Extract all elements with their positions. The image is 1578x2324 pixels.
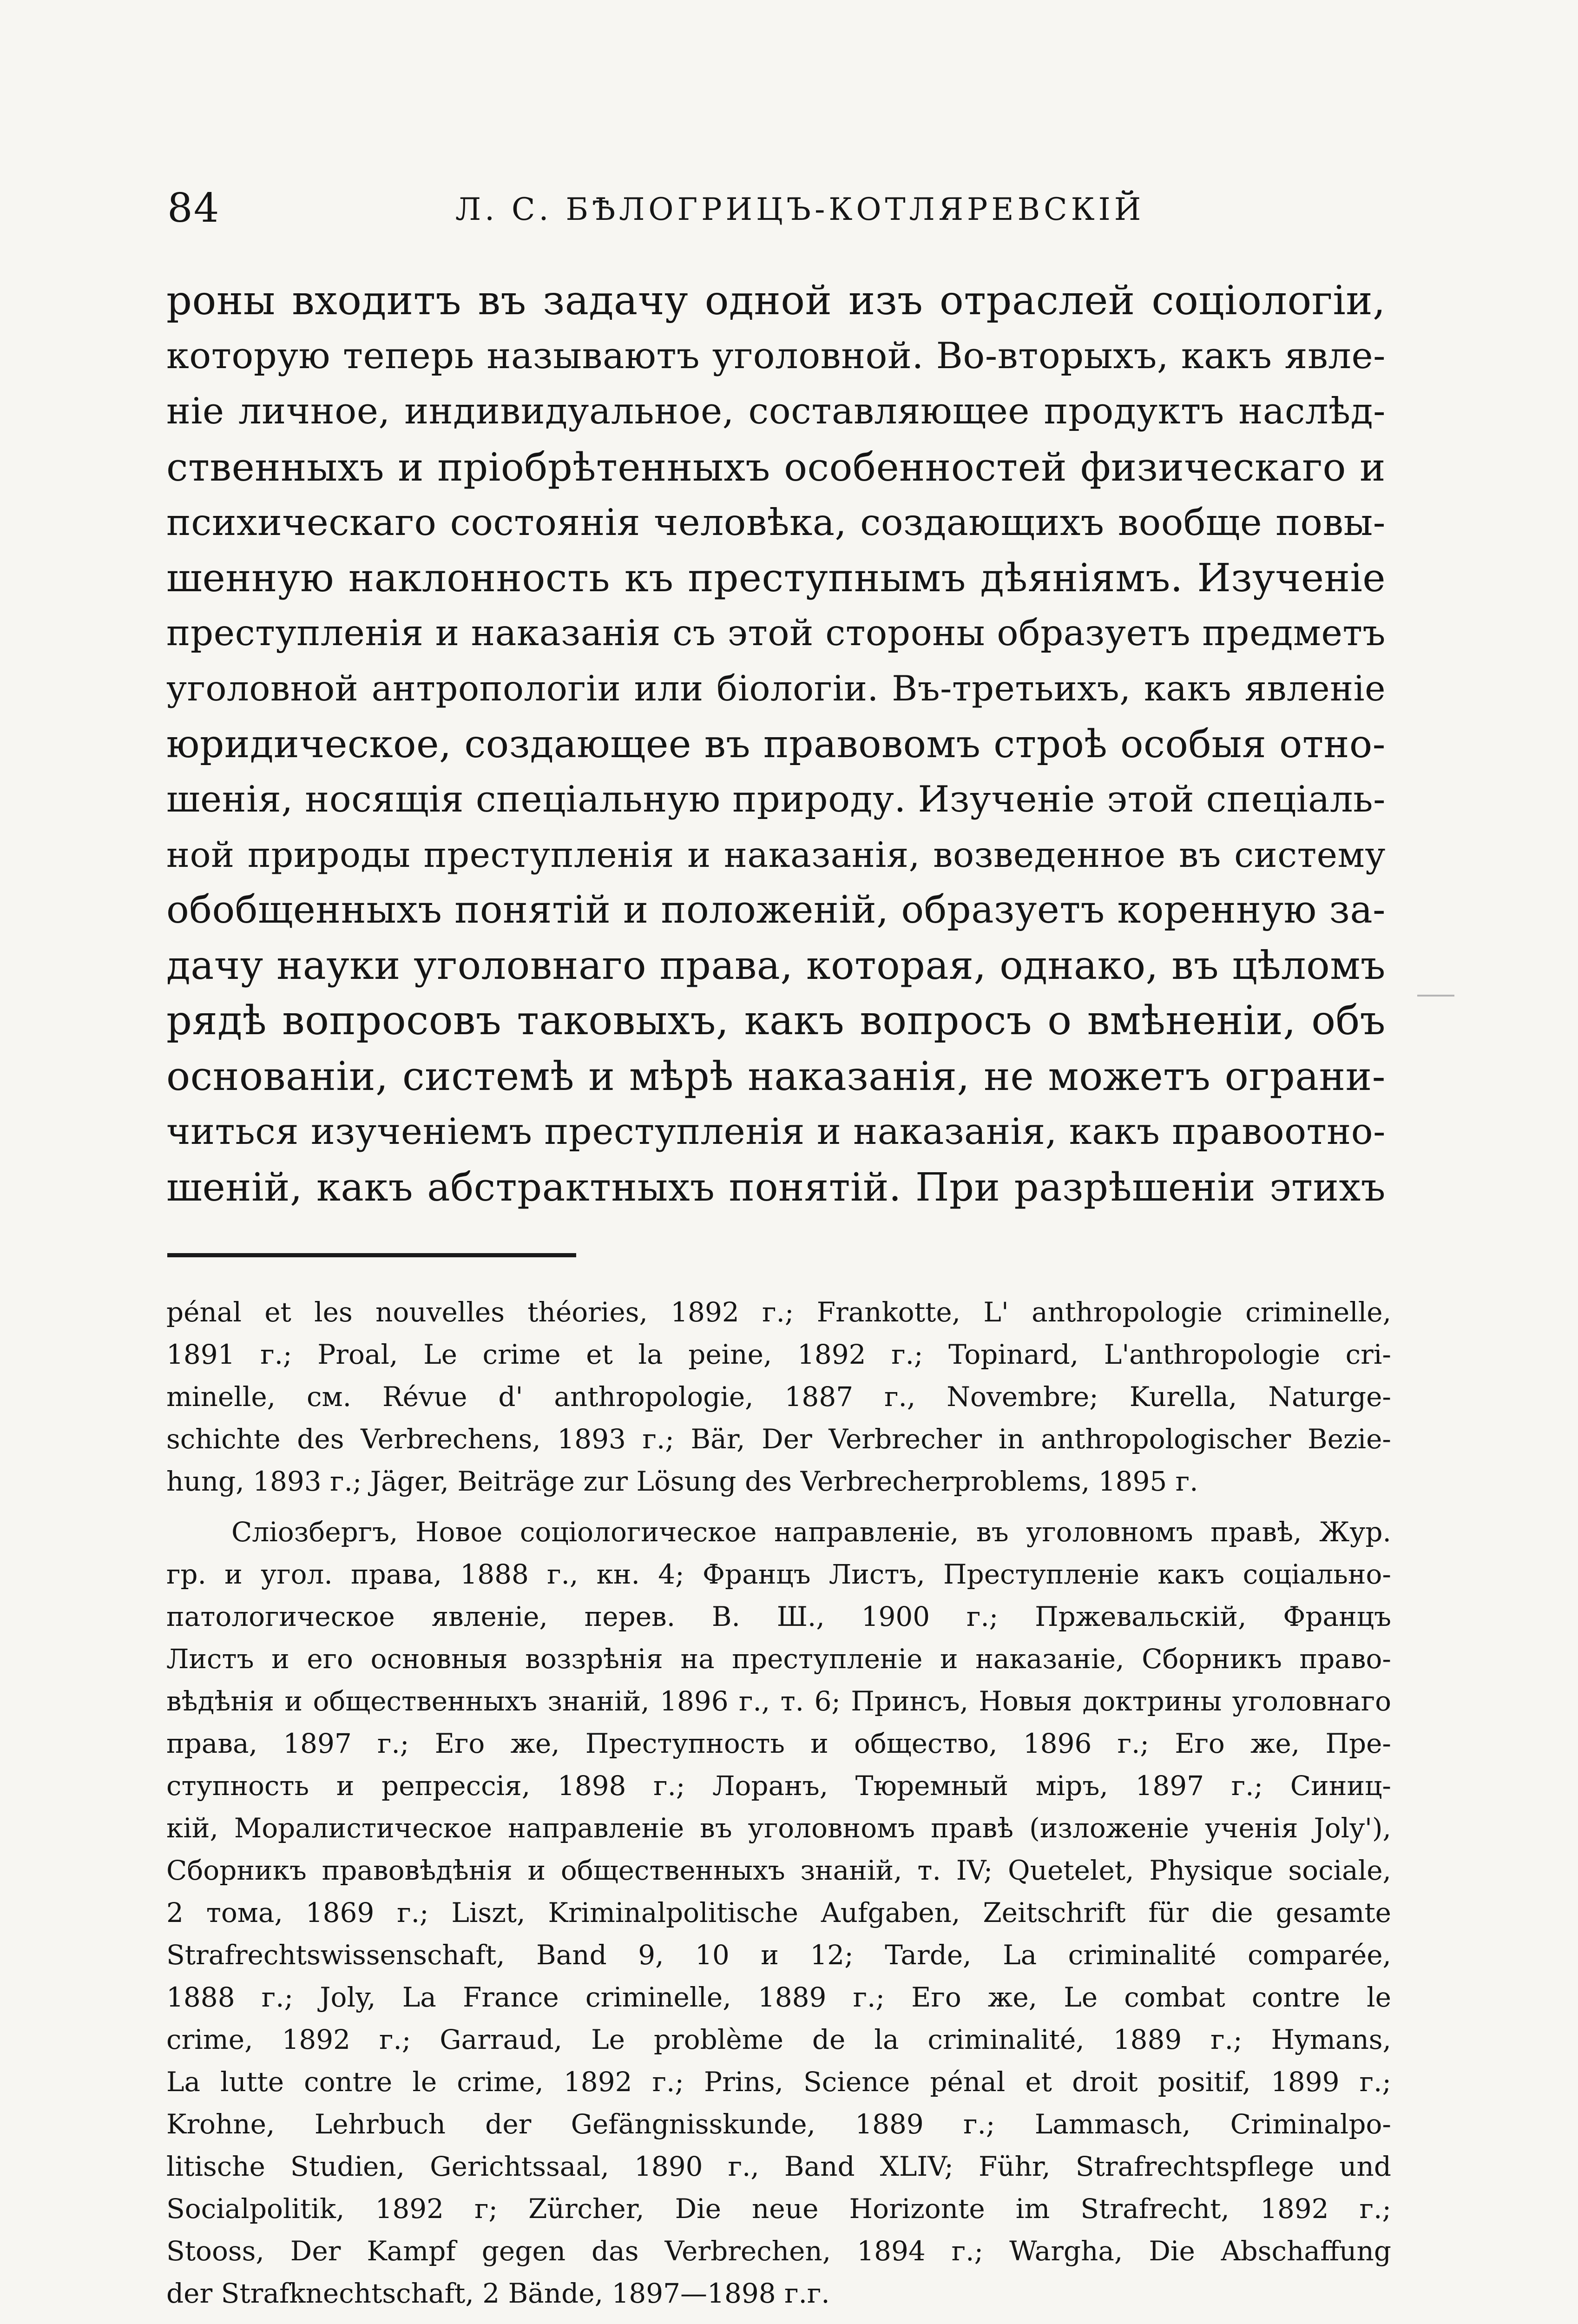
- text-line: преступленія и наказанія съ этой стороны образуетъ предметъ: [166, 613, 1386, 654]
- footnote-line: schichte des Verbrechens, 1893 г.; Bär, Der Verbrecher in anthropologischer Bezie-: [166, 1423, 1391, 1455]
- text-line: психическаго состоянія человѣка, создающихъ вообще повы-: [166, 501, 1386, 544]
- text-line: ственныхъ и пріобрѣтенныхъ особенностей физическаго и: [166, 444, 1386, 490]
- footnote-line: Strafrechtswissenschaft, Band 9, 10 и 12; Tarde, La criminalité comparée,: [166, 1939, 1391, 1971]
- footnote-line: 2 тома, 1869 г.; Liszt, Kriminalpolitische Aufgaben, Zeitschrift für die gesamte: [166, 1897, 1391, 1928]
- footnote-line: Листъ и его основныя воззрѣнія на преступленіе и наказаніе, Сборникъ право-: [166, 1643, 1391, 1675]
- main-text: [166, 273, 1386, 1215]
- footnote-line: Stooss, Der Kampf gegen das Verbrechen, 1894 г.; Wargha, Die Abschaffung: [166, 2235, 1391, 2267]
- page-header: [167, 185, 1385, 236]
- footnote-line: права, 1897 г.; Его же, Преступность и общество, 1896 г.; Его же, Пре-: [166, 1728, 1391, 1759]
- margin-mark: [1417, 995, 1454, 997]
- footnote-line: minelle, см. Révue d' anthropologie, 1887 г., Novembre; Kurella, Naturge-: [166, 1381, 1391, 1413]
- footnote-line: litische Studien, Gerichtssaal, 1890 г., Band XLIV; Führ, Strafrechtspflege und: [166, 2151, 1391, 2182]
- footnote-line: ступность и репрессія, 1898 г.; Лоранъ, Тюремный міръ, 1897 г.; Синиц-: [166, 1770, 1391, 1802]
- footnote-line: 1891 г.; Proal, Le crime et la peine, 1892 г.; Topinard, L'anthropologie cri-: [166, 1339, 1391, 1370]
- footnote-rule: [167, 1253, 576, 1257]
- text-line: роны входитъ въ задачу одной изъ отраслей соціологіи,: [166, 277, 1386, 324]
- footnotes: [166, 1291, 1391, 2315]
- footnote-line: кій, Моралистическое направленіе въ уголовномъ правѣ (изложеніе ученія Joly'),: [166, 1812, 1391, 1844]
- footnote-line: hung, 1893 г.; Jäger, Beiträge zur Lösung des Verbrecherproblems, 1895 г.: [166, 1466, 1198, 1497]
- footnote-line: Socialpolitik, 1892 г; Zürcher, Die neue Horizonte im Strafrecht, 1892 г.;: [166, 2193, 1391, 2225]
- text-line: ніе личное, индивидуальное, составляющее продуктъ наслѣд-: [166, 390, 1386, 433]
- footnote-line: Сборникъ правовѣдѣнія и общественныхъ знаній, т. IV; Quetelet, Physique sociale,: [166, 1855, 1391, 1886]
- footnote-line: crime, 1892 г.; Garraud, Le problème de la criminalité, 1889 г.; Hymans,: [166, 2024, 1391, 2055]
- footnote-line: 1888 г.; Joly, La France criminelle, 1889 г.; Его же, Le combat contre le: [166, 1981, 1391, 2013]
- footnote-line: pénal et les nouvelles théories, 1892 г.; Frankotte, L' anthropologie criminelle,: [166, 1296, 1391, 1328]
- footnote-line: Krohne, Lehrbuch der Gefängnisskunde, 1889 г.; Lammasch, Criminalpo-: [166, 2108, 1391, 2140]
- text-line: обобщенныхъ понятій и положеній, образуетъ коренную за-: [166, 888, 1386, 932]
- running-head: Л. С. БѢЛОГРИЦЪ-КОТЛЯРЕВСКІЙ: [455, 191, 1145, 227]
- footnote-line: La lutte contre le crime, 1892 г.; Prins, Science pénal et droit positif, 1899 г.;: [166, 2066, 1391, 2098]
- text-line: основаніи, системѣ и мѣрѣ наказанія, не можетъ ограни-: [166, 1053, 1386, 1100]
- text-line: уголовной антропологіи или біологіи. Въ-третьихъ, какъ явленіе: [166, 668, 1386, 709]
- footnote-line: гр. и угол. права, 1888 г., кн. 4; Францъ Листъ, Преступленіе какъ соціально-: [166, 1558, 1391, 1590]
- text-line: дачу науки уголовнаго права, которая, однако, въ цѣломъ: [166, 943, 1386, 989]
- text-line: которую теперь называютъ уголовной. Во-вторыхъ, какъ явле-: [166, 335, 1386, 377]
- footnote-line: вѣдѣнія и общественныхъ знаній, 1896 г., т. 6; Принсъ, Новыя доктрины уголовнаго: [166, 1685, 1391, 1717]
- footnote-line: Сліозбергъ, Новое соціологическое направленіе, въ уголовномъ правѣ, Жур.: [231, 1516, 1391, 1548]
- page-number: 84: [167, 185, 220, 231]
- text-line: шенія, носящія спеціальную природу. Изученіе этой спеціаль-: [166, 778, 1386, 820]
- text-line: читься изученіемъ преступленія и наказанія, какъ правоотно-: [166, 1110, 1386, 1153]
- text-line: рядѣ вопросовъ таковыхъ, какъ вопросъ о вмѣненіи, объ: [166, 997, 1386, 1044]
- text-line: шенную наклонность къ преступнымъ дѣяніямъ. Изученіе: [166, 555, 1386, 601]
- text-line: ной природы преступленія и наказанія, возведенное въ систему: [166, 834, 1386, 875]
- footnote-line: патологическое явленіе, перев. В. Ш., 1900 г.; Пржевальскій, Францъ: [166, 1601, 1391, 1632]
- footnote-line: der Strafknechtschaft, 2 Bände, 1897—1898 г.г.: [166, 2278, 830, 2309]
- text-line: юридическое, создающее въ правовомъ строѣ особыя отно-: [166, 722, 1386, 766]
- footnote-gap: [166, 1503, 1391, 1511]
- text-line: шеній, какъ абстрактныхъ понятій. При разрѣшеніи этихъ: [166, 1165, 1386, 1210]
